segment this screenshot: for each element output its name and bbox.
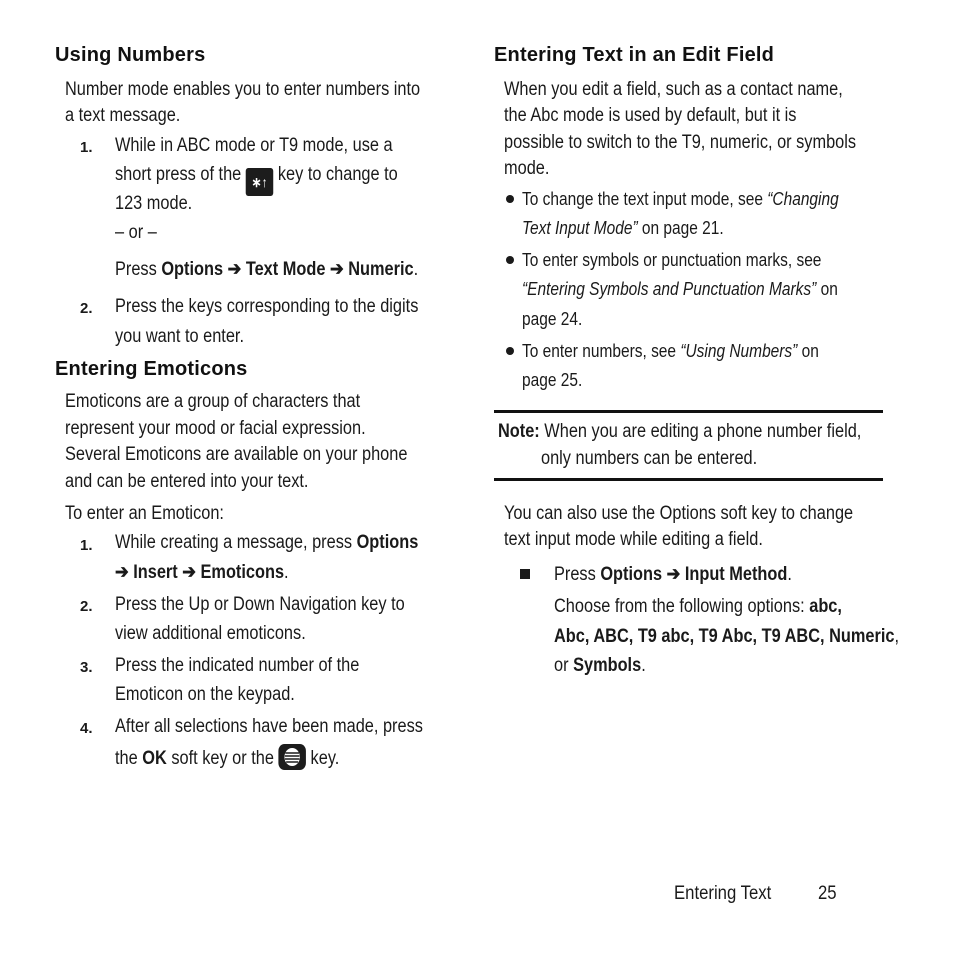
bullet-text: [522, 338, 819, 365]
heading-edit-field: Entering Text in an Edit Field: [494, 44, 775, 66]
step-number: 1.: [80, 537, 93, 554]
bullet-text: [522, 276, 838, 303]
ok-key-label: OK: [142, 748, 167, 769]
menu-path: [554, 562, 792, 589]
bullet-icon: [506, 195, 514, 203]
note-text: [498, 419, 861, 446]
step-text-part: soft key or the: [171, 748, 274, 769]
step-text: Press the keys corresponding to the digits: [115, 296, 419, 317]
step-number: 4.: [80, 720, 93, 737]
paragraph-line: When you edit a field, such as a contact name,: [504, 79, 843, 100]
bullet-text: page 25.: [522, 370, 583, 390]
cross-reference-link[interactable]: “Changing: [767, 189, 839, 209]
footer-section-title: Entering Text: [674, 883, 772, 904]
bullet-icon: [506, 347, 514, 355]
bullet-text-part: on: [801, 341, 819, 361]
step-text-part: While creating a message, press: [115, 532, 353, 553]
options-text: [554, 653, 646, 680]
bullet-text-part: on page 21.: [641, 218, 724, 238]
step-text-part: the: [115, 748, 138, 769]
note-text: only numbers can be entered.: [541, 448, 758, 469]
option-list: abc,: [809, 596, 842, 617]
path-options: Options: [356, 532, 419, 553]
bullet-text: page 24.: [522, 309, 583, 329]
note-label: Note:: [498, 421, 540, 442]
menu-path: [115, 257, 418, 284]
step-number: 1.: [80, 139, 93, 156]
paragraph-line: Number mode enables you to enter numbers into: [65, 79, 421, 100]
bullet-text-part: To change the text input mode, see: [522, 189, 763, 209]
att-globe-key-icon: [278, 744, 306, 770]
cross-reference-link[interactable]: “Using Numbers”: [680, 341, 798, 361]
note-bottom-rule: [494, 478, 883, 481]
step-text: While in ABC mode or T9 mode, use a: [115, 135, 393, 156]
option-list: Abc, ABC, T9 abc, T9 Abc, T9 ABC, Numeric: [554, 626, 895, 647]
paragraph-line: possible to switch to the T9, numeric, or symbols: [504, 132, 857, 153]
press-label: Press: [554, 564, 596, 585]
step-text: [115, 530, 418, 557]
note-top-rule: [494, 410, 883, 413]
step-text: [115, 744, 339, 773]
options-text-part: Choose from the following options:: [554, 596, 805, 617]
bullet-text-part: on: [820, 279, 838, 299]
step-text: view additional emoticons.: [115, 623, 306, 644]
step-text: [115, 560, 289, 587]
path-options: Options: [600, 564, 663, 585]
path-insert: Insert: [133, 562, 178, 583]
step-text: Press the Up or Down Navigation key to: [115, 594, 405, 615]
step-number: 2.: [80, 598, 93, 615]
square-bullet-icon: [520, 569, 530, 579]
step-text-part: key.: [310, 748, 340, 769]
arrow-icon: ➔: [182, 562, 196, 583]
paragraph-line: text input mode while editing a field.: [504, 529, 763, 550]
arrow-icon: ➔: [227, 259, 242, 280]
bullet-text: To enter symbols or punctuation marks, see: [522, 250, 822, 270]
heading-entering-emoticons: Entering Emoticons: [55, 358, 248, 380]
footer-page-number: 25: [818, 883, 837, 904]
step-text: Press the indicated number of the: [115, 655, 360, 676]
paragraph-line: represent your mood or facial expression.: [65, 418, 366, 439]
options-text: [554, 624, 899, 651]
step-number: 2.: [80, 300, 93, 317]
arrow-icon: ➔: [329, 259, 344, 280]
paragraph-line: To enter an Emoticon:: [65, 503, 224, 524]
step-text-part: short press of the: [115, 164, 242, 185]
comma: ,: [894, 626, 900, 647]
paragraph-line: and can be entered into your text.: [65, 471, 309, 492]
step-text-part: key to change to: [277, 164, 398, 185]
step-text: After all selections have been made, press: [115, 716, 423, 737]
heading-using-numbers: Using Numbers: [55, 44, 206, 66]
bullet-icon: [506, 256, 514, 264]
options-text-part: or: [554, 655, 569, 676]
path-text-mode: Text Mode: [245, 259, 326, 280]
bullet-text: [522, 186, 839, 213]
paragraph-line: Emoticons are a group of characters that: [65, 391, 361, 412]
arrow-icon: ➔: [666, 564, 681, 585]
path-options: Options: [161, 259, 224, 280]
paragraph-line: Several Emoticons are available on your phone: [65, 444, 408, 465]
step-text: you want to enter.: [115, 326, 244, 347]
paragraph-line: You can also use the Options soft key to change: [504, 503, 854, 524]
step-text: 123 mode.: [115, 193, 193, 214]
paragraph-line: a text message.: [65, 105, 181, 126]
option-symbols: Symbols: [573, 655, 642, 676]
period: .: [284, 562, 289, 583]
bullet-text-part: To enter numbers, see: [522, 341, 677, 361]
path-emoticons: Emoticons: [200, 562, 285, 583]
arrow-icon: ➔: [115, 562, 129, 583]
or-separator: – or –: [115, 222, 157, 243]
path-numeric: Numeric: [348, 259, 414, 280]
star-shift-key-icon: ∗↑: [246, 168, 274, 196]
bullet-text: [522, 215, 724, 242]
step-text: Emoticon on the keypad.: [115, 684, 295, 705]
options-text: [554, 594, 842, 621]
cross-reference-link[interactable]: “Entering Symbols and Punctuation Marks”: [522, 279, 817, 299]
note-text-part: When you are editing a phone number field,: [544, 421, 862, 442]
step-number: 3.: [80, 659, 93, 676]
paragraph-line: the Abc mode is used by default, but it is: [504, 105, 797, 126]
press-label: Press: [115, 259, 157, 280]
period: .: [787, 564, 792, 585]
cross-reference-link[interactable]: Text Input Mode”: [522, 218, 638, 238]
period: .: [641, 655, 646, 676]
path-input-method: Input Method: [684, 564, 788, 585]
period: .: [413, 259, 419, 280]
paragraph-line: mode.: [504, 158, 550, 179]
